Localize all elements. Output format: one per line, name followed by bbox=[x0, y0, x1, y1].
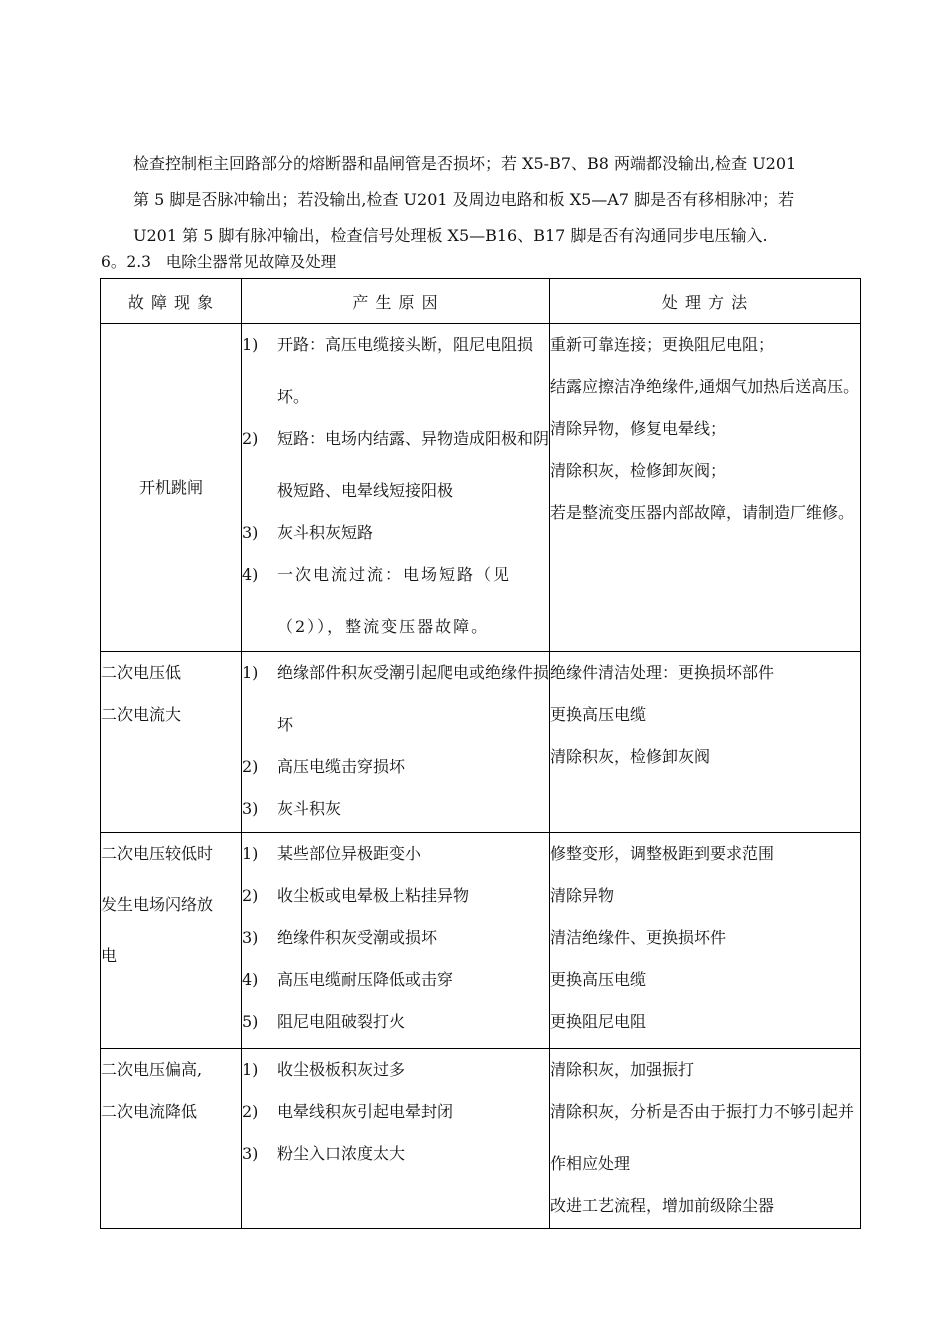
cause-number: 4) bbox=[242, 970, 259, 989]
table-row bbox=[101, 833, 861, 1049]
table-row bbox=[101, 652, 861, 833]
cause-text: 开路：高压电缆接头断，阻尼电阻损坏。 bbox=[277, 335, 534, 406]
method-line: 重新可靠连接；更换阻尼电阻； bbox=[550, 335, 775, 354]
method-line: 绝缘件清洁处理：更换损坏部件 bbox=[550, 663, 775, 682]
symptom-line: 二次电流降低 bbox=[101, 1102, 198, 1121]
cause-number: 1) bbox=[242, 663, 259, 682]
symptom-line: 二次电压低 bbox=[101, 663, 182, 682]
cause-text: 灰斗积灰短路 bbox=[277, 523, 374, 542]
section-title: 电除尘器常见故障及处理 bbox=[165, 253, 337, 271]
method-line: 清洁绝缘件、更换损坏件 bbox=[550, 928, 727, 947]
cause-text: 收尘板或电晕极上粘挂异物 bbox=[277, 886, 470, 905]
cause-item bbox=[242, 324, 549, 418]
method-line: 清除异物 bbox=[550, 886, 615, 905]
table-row bbox=[101, 324, 861, 652]
symptom-cell bbox=[101, 652, 242, 833]
fault-table bbox=[100, 278, 861, 1229]
symptom-cell bbox=[101, 1049, 242, 1229]
method-line: 清除积灰，检修卸灰阀； bbox=[550, 461, 727, 480]
table-header-row bbox=[101, 279, 861, 324]
cause-item bbox=[242, 788, 549, 830]
header-symptom: 故 障 现 象 bbox=[101, 279, 242, 324]
cause-number: 3) bbox=[242, 523, 259, 542]
symptom-line: 二次电压偏高, bbox=[101, 1060, 203, 1079]
method-line: 清除积灰，检修卸灰阀 bbox=[550, 747, 711, 766]
method-line: 修整变形，调整极距到要求范围 bbox=[550, 844, 775, 863]
method-line: 清除积灰，分析是否由于振打力不够引起并作相应处理 bbox=[550, 1102, 855, 1173]
symptom-cell bbox=[101, 833, 242, 1049]
method-line: 改进工艺流程，增加前级除尘器 bbox=[550, 1196, 775, 1215]
header-cause: 产 生 原 因 bbox=[242, 279, 550, 324]
intro-line: 第 5 脚是否脉冲输出；若没输出,检查 U201 及周边电路和板 X5—A7 脚是否有移相脉冲；若 bbox=[133, 190, 795, 209]
method-line: 若是整流变压器内部故障，请制造厂维修。 bbox=[550, 503, 855, 522]
cause-item bbox=[242, 1133, 549, 1175]
method-cell bbox=[550, 833, 861, 1049]
cause-number: 4) bbox=[242, 565, 259, 584]
cause-item bbox=[242, 1001, 549, 1043]
cause-number: 5) bbox=[242, 1012, 259, 1031]
cause-item bbox=[242, 917, 549, 959]
method-line: 清除积灰，加强振打 bbox=[550, 1060, 695, 1079]
section-number: 6。2.3 bbox=[101, 253, 152, 271]
cause-item bbox=[242, 746, 549, 788]
table-row bbox=[101, 1049, 861, 1229]
cause-cell bbox=[242, 652, 550, 833]
intro-line: U201 第 5 脚有脉冲输出，检查信号处理板 X5—B16、B17 脚是否有沟通同步电压输入. bbox=[133, 226, 768, 245]
cause-text: 短路：电场内结露、异物造成阳极和阴极短路、电晕线短接阳极 bbox=[277, 429, 550, 500]
cause-number: 1) bbox=[242, 844, 259, 863]
method-line: 结露应擦洁净绝缘件,通烟气加热后送高压。清除异物，修复电晕线； bbox=[550, 377, 860, 438]
section-heading bbox=[101, 250, 336, 274]
cause-item bbox=[242, 652, 549, 746]
cause-text: 粉尘入口浓度太大 bbox=[277, 1144, 406, 1163]
cause-item bbox=[242, 1091, 549, 1133]
method-cell bbox=[550, 324, 861, 652]
cause-item bbox=[242, 512, 549, 554]
cause-item bbox=[242, 875, 549, 917]
cause-number: 2) bbox=[242, 757, 259, 776]
cause-text: 收尘极板积灰过多 bbox=[277, 1060, 406, 1079]
cause-number: 2) bbox=[242, 1102, 259, 1121]
cause-number: 3) bbox=[242, 1144, 259, 1163]
cause-number: 3) bbox=[242, 928, 259, 947]
cause-text: 绝缘件积灰受潮或损坏 bbox=[277, 928, 438, 947]
header-method: 处 理 方 法 bbox=[550, 279, 861, 324]
method-line: 更换高压电缆 bbox=[550, 970, 647, 989]
cause-cell bbox=[242, 324, 550, 652]
symptom-line: 二次电压较低时 bbox=[101, 844, 214, 863]
cause-text: 高压电缆耐压降低或击穿 bbox=[277, 970, 454, 989]
intro-paragraph bbox=[133, 146, 861, 254]
cause-item bbox=[242, 1049, 549, 1091]
cause-text: 灰斗积灰 bbox=[277, 799, 342, 818]
cause-number: 1) bbox=[242, 335, 259, 354]
symptom-line: 开机跳闸 bbox=[138, 477, 203, 497]
symptom-line: 发生电场闪络放 bbox=[101, 895, 214, 914]
method-cell bbox=[550, 652, 861, 833]
cause-item bbox=[242, 833, 549, 875]
symptom-line: 二次电流大 bbox=[101, 705, 182, 724]
cause-number: 2) bbox=[242, 886, 259, 905]
cause-cell bbox=[242, 833, 550, 1049]
cause-text: 绝缘部件积灰受潮引起爬电或绝缘件损坏 bbox=[277, 663, 550, 734]
cause-text: 某些部位异极距变小 bbox=[277, 844, 422, 863]
cause-cell bbox=[242, 1049, 550, 1229]
cause-text: 电晕线积灰引起电晕封闭 bbox=[277, 1102, 454, 1121]
cause-number: 1) bbox=[242, 1060, 259, 1079]
intro-line: 检查控制柜主回路部分的熔断器和晶闸管是否损坏；若 X5-B7、B8 两端都没输出,检查 U201 bbox=[133, 154, 797, 173]
cause-item bbox=[242, 959, 549, 1001]
cause-number: 2) bbox=[242, 429, 259, 448]
cause-text: 阻尼电阻破裂打火 bbox=[277, 1012, 406, 1031]
cause-number: 3) bbox=[242, 799, 259, 818]
cause-item bbox=[242, 554, 549, 648]
symptom-cell bbox=[101, 324, 242, 652]
method-cell bbox=[550, 1049, 861, 1229]
cause-text: 高压电缆击穿损坏 bbox=[277, 757, 406, 776]
method-line: 更换高压电缆 bbox=[550, 705, 647, 724]
method-line: 更换阻尼电阻 bbox=[550, 1012, 647, 1031]
symptom-line: 电 bbox=[101, 946, 118, 965]
cause-text: 一次电流过流：电场短路（见（2）），整流变压器故障。 bbox=[277, 565, 512, 636]
cause-item bbox=[242, 418, 549, 512]
